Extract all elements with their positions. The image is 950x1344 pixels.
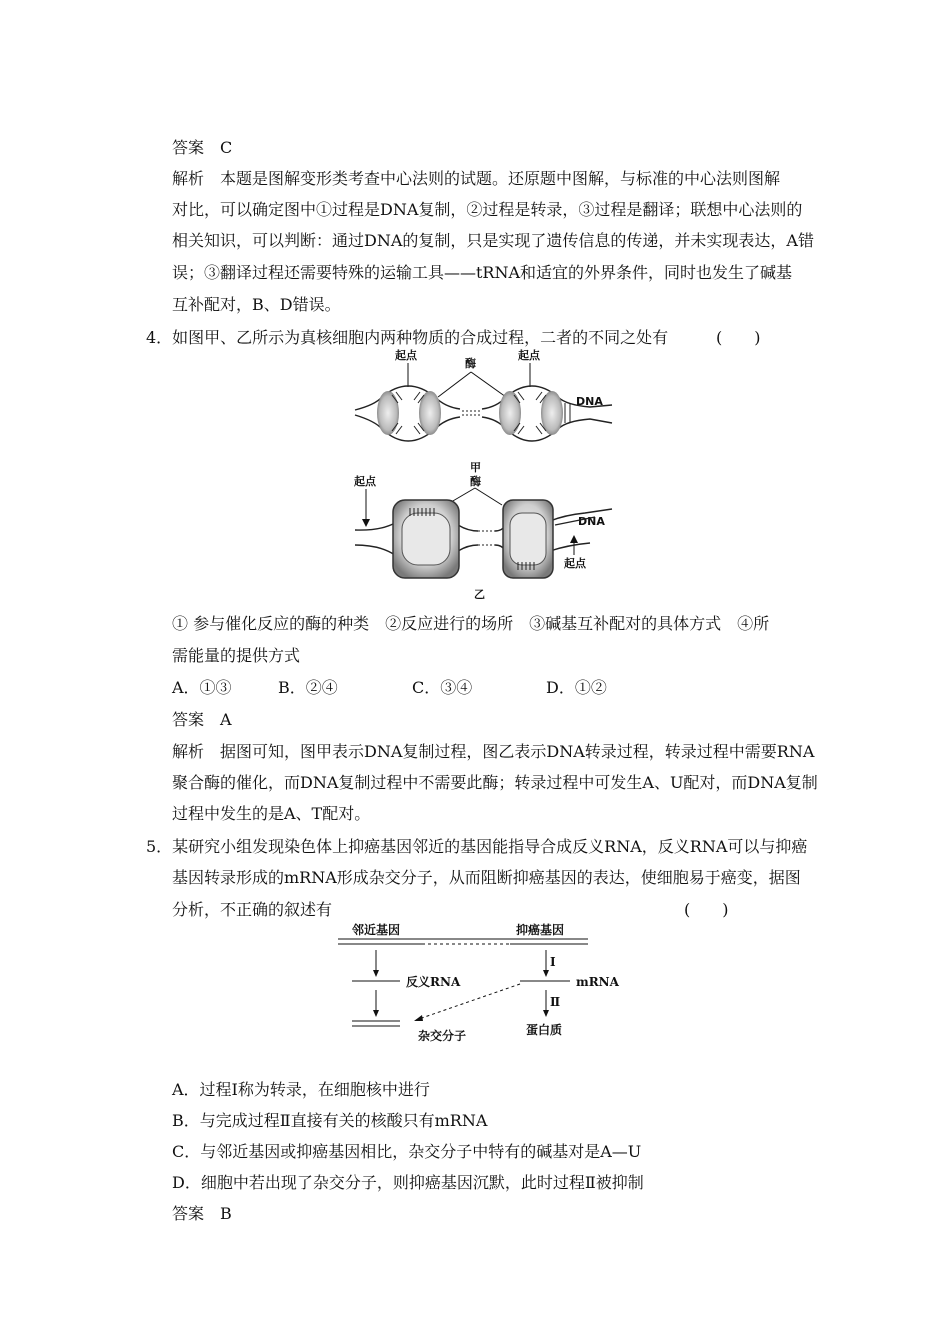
diagram-label: DNA <box>578 515 605 528</box>
diagram-label: 蛋白质 <box>526 1023 563 1037</box>
q4-diagram <box>350 345 620 605</box>
q4-option-b: B．②④ <box>278 678 338 697</box>
diagram-label: 起点 <box>518 349 540 362</box>
diagram-label: 抑癌基因 <box>516 923 565 937</box>
diagram-label: 邻近基因 <box>352 923 401 937</box>
q4-option-d: D．①② <box>546 678 607 697</box>
q5-stem-line: 分析，不正确的叙述有 <box>172 900 333 919</box>
q4-answer: 答案 A <box>172 710 232 729</box>
q4-analysis-line: 聚合酶的催化，而DNA复制过程中不需要此酶；转录过程中可发生A、U配对，而DNA复制 <box>172 773 818 792</box>
q4-option-c: C．③④ <box>412 678 473 697</box>
q5-diagram <box>330 918 619 1068</box>
q4-option-a: A．①③ <box>172 678 232 697</box>
q5-stem-line: 基因转录形成的mRNA形成杂交分子，从而阻断抑癌基因的表达，使细胞易于癌变，据图 <box>172 868 801 887</box>
diagram-label: 酶 <box>470 475 481 488</box>
diagram-label: 起点 <box>395 349 417 362</box>
diagram-label: 乙 <box>474 588 485 601</box>
q5-bracket: ( ) <box>684 900 729 919</box>
diagram-label: DNA <box>576 395 603 408</box>
diagram-label: Ⅰ <box>550 955 556 969</box>
diagram-label: 起点 <box>354 475 376 488</box>
q4-analysis-line: 解析 据图可知，图甲表示DNA复制过程，图乙表示DNA转录过程，转录过程中需要RNA <box>172 742 815 761</box>
diagram-label: Ⅱ <box>550 995 561 1009</box>
q3-analysis-line: 对比，可以确定图中①过程是DNA复制，②过程是转录，③过程是翻译；联想中心法则的 <box>172 200 803 219</box>
q5-stem-line: 5．某研究小组发现染色体上抑癌基因邻近的基因能指导合成反义RNA，反义RNA可以与抑癌 <box>146 837 808 856</box>
diagram-label: 反义RNA <box>406 975 461 989</box>
q3-analysis-line: 互补配对，B、D错误。 <box>172 295 341 314</box>
q5-option-a: A．过程Ⅰ称为转录，在细胞核中进行 <box>172 1080 430 1099</box>
diagram-label: 酶 <box>465 357 476 370</box>
diagram-label: 甲 <box>470 461 481 474</box>
q3-analysis-line: 相关知识，可以判断：通过DNA的复制，只是实现了遗传信息的传递，并未实现表达，A错 <box>172 231 814 250</box>
q4-items-line: ① 参与催化反应的酶的种类 ②反应进行的场所 ③碱基互补配对的具体方式 ④所 <box>172 614 770 633</box>
diagram-label: 起点 <box>564 557 586 570</box>
q5-option-c: C．与邻近基因或抑癌基因相比，杂交分子中特有的碱基对是A—U <box>172 1142 642 1161</box>
replication-diagram <box>355 348 612 441</box>
q4-stem: 4．如图甲、乙所示为真核细胞内两种物质的合成过程，二者的不同之处有 <box>146 328 669 347</box>
q3-analysis-line: 解析 本题是图解变形类考查中心法则的试题。还原题中图解，与标准的中心法则图解 <box>172 169 781 188</box>
q5-option-d: D．细胞中若出现了杂交分子，则抑癌基因沉默，此时过程Ⅱ被抑制 <box>172 1173 644 1192</box>
q5-option-b: B．与完成过程Ⅱ直接有关的核酸只有mRNA <box>172 1111 488 1130</box>
q5-answer: 答案 B <box>172 1204 232 1223</box>
q3-answer: 答案 C <box>172 138 233 157</box>
diagram-label: mRNA <box>576 975 619 989</box>
diagram-label: 杂交分子 <box>418 1029 467 1043</box>
q4-bracket: ( ) <box>716 328 761 347</box>
q4-items-line: 需能量的提供方式 <box>172 646 301 665</box>
q3-analysis-line: 误；③翻译过程还需要特殊的运输工具——tRNA和适宜的外界条件，同时也发生了碱基 <box>172 263 793 282</box>
q4-analysis-line: 过程中发生的是A、T配对。 <box>172 804 371 823</box>
